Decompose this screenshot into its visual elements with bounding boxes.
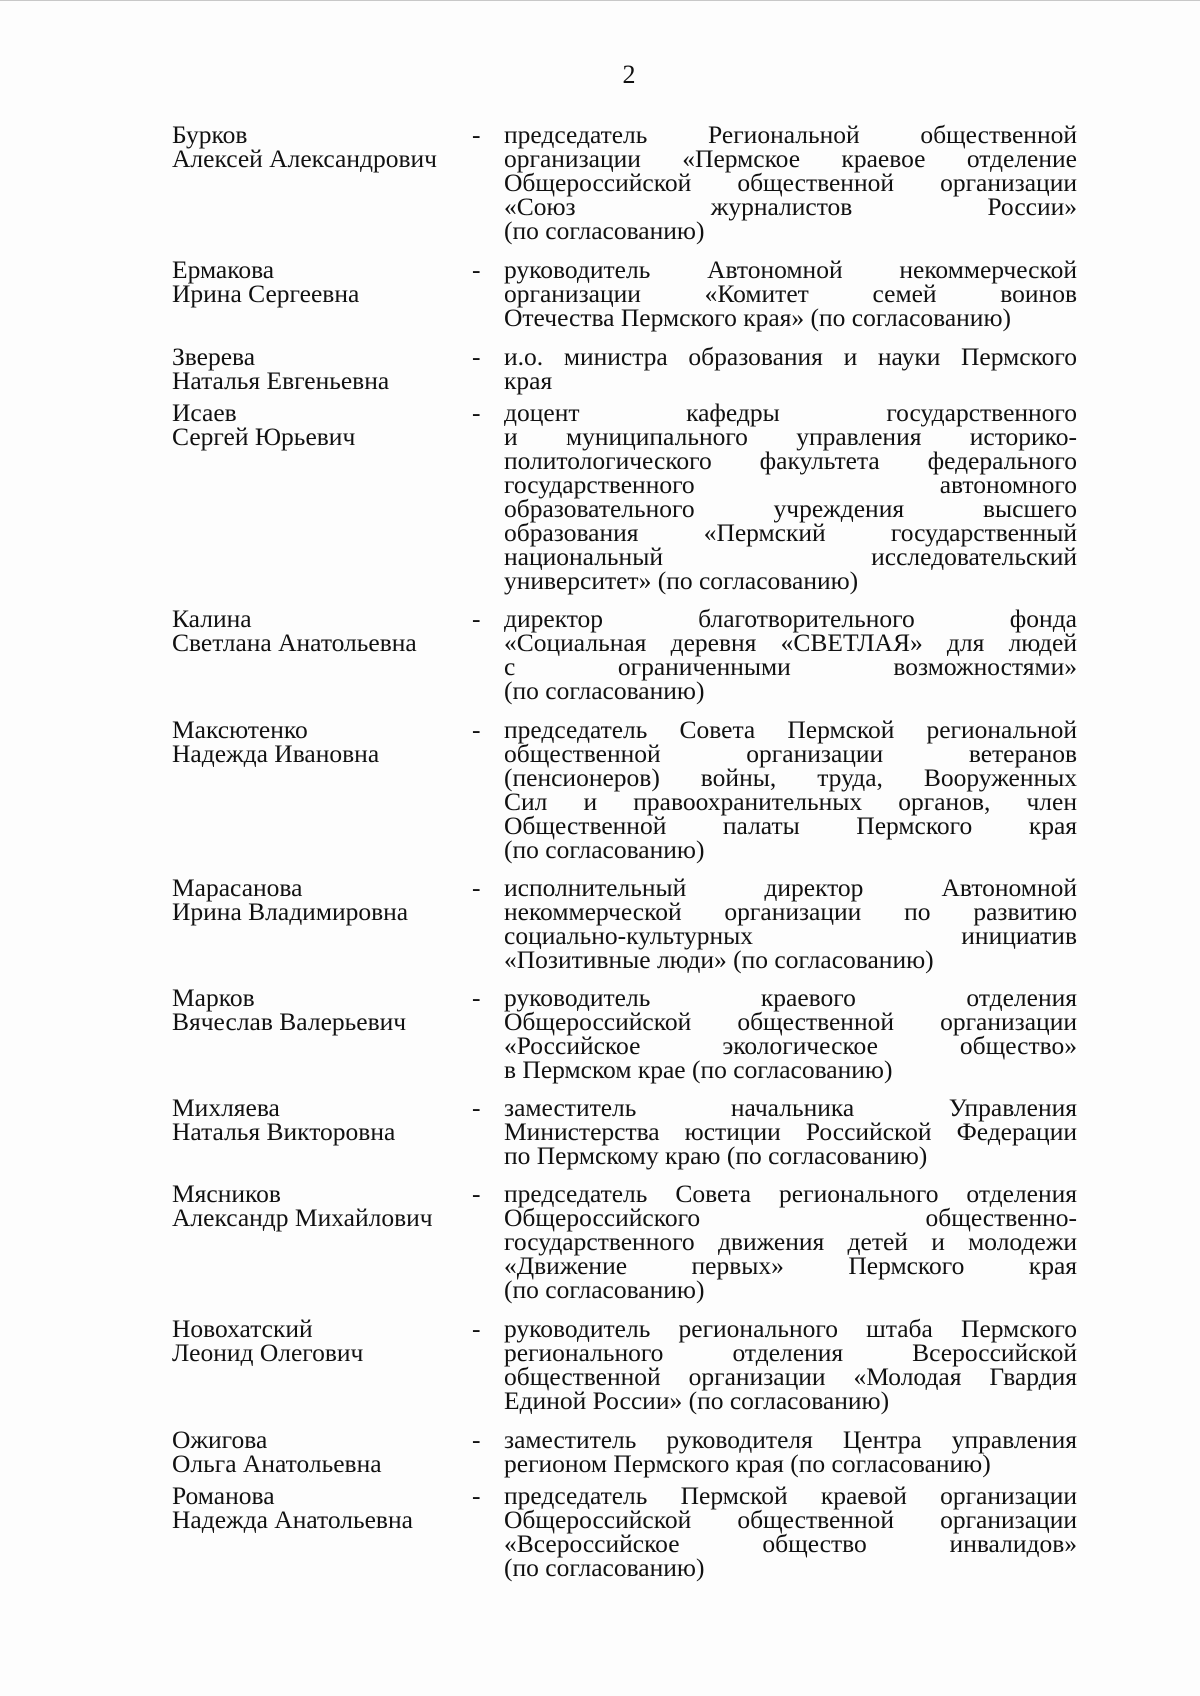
role-line: организации «Пермское краевое отделение [504, 144, 1077, 173]
member-given-names: Ирина Владимировна [172, 897, 409, 926]
member-surname: Новохатский [172, 1314, 313, 1343]
member-name [172, 398, 472, 451]
member-surname: Мясников [172, 1179, 281, 1208]
member-name [172, 1481, 472, 1534]
role-line: заместитель руководителя Центра управления [504, 1425, 1077, 1454]
member-name [172, 604, 472, 657]
member-name [172, 1179, 472, 1232]
role-line: по Пермскому краю (по согласованию) [504, 1141, 928, 1170]
dash-separator: - [472, 255, 481, 284]
member-role [504, 1179, 1077, 1304]
role-line: (по согласованию) [504, 216, 705, 245]
role-line: государственного движения детей и молодежи [504, 1227, 1077, 1256]
member-given-names: Светлана Анатольевна [172, 628, 417, 657]
member-given-names: Ирина Сергеевна [172, 279, 360, 308]
role-line: и муниципального управления историко- [504, 422, 1077, 451]
member-given-names: Наталья Викторовна [172, 1117, 396, 1146]
role-line: Общественной палаты Пермского края [504, 811, 1077, 840]
member-entry [172, 120, 1080, 245]
role-line: (по согласованию) [504, 676, 705, 705]
member-given-names: Алексей Александрович [172, 144, 437, 173]
role-line: Общероссийской общественной организации [504, 168, 1077, 197]
member-entry [172, 604, 1080, 705]
role-line: организации «Комитет семей воинов [504, 279, 1077, 308]
dash-separator: - [472, 120, 481, 149]
role-line: Общероссийской общественной организации [504, 1505, 1077, 1534]
role-line: руководитель регионального штаба Пермского [504, 1314, 1077, 1343]
role-line: председатель Пермской краевой организации [504, 1481, 1077, 1510]
member-name [172, 120, 472, 173]
member-role [504, 1481, 1077, 1582]
role-line: края [504, 366, 553, 395]
member-entry [172, 1179, 1080, 1304]
member-role [504, 604, 1077, 705]
member-surname: Исаев [172, 398, 237, 427]
member-entry [172, 1425, 1080, 1478]
member-entry [172, 983, 1080, 1084]
member-name [172, 1093, 472, 1146]
member-name [172, 983, 472, 1036]
role-line: в Пермском крае (по согласованию) [504, 1055, 893, 1084]
role-line: Сил и правоохранительных органов, член [504, 787, 1077, 816]
role-line: исполнительный директор Автономной [504, 873, 1077, 902]
role-line: Общероссийского общественно- [504, 1203, 1077, 1232]
role-line: Единой России» (по согласованию) [504, 1386, 890, 1415]
member-entry [172, 342, 1080, 395]
member-given-names: Сергей Юрьевич [172, 422, 356, 451]
dash-separator: - [472, 342, 481, 371]
role-line: государственного автономного [504, 470, 1077, 499]
member-name [172, 342, 472, 395]
role-line: университет» (по согласованию) [504, 566, 859, 595]
dash-separator: - [472, 1093, 481, 1122]
role-line: национальный исследовательский [504, 542, 1077, 571]
member-name [172, 255, 472, 308]
member-given-names: Леонид Олегович [172, 1338, 364, 1367]
dash-separator: - [472, 1481, 481, 1510]
member-role [504, 255, 1077, 332]
role-line: Министерства юстиции Российской Федерации [504, 1117, 1077, 1146]
member-role [504, 1093, 1077, 1170]
member-entry [172, 398, 1080, 595]
member-given-names: Вячеслав Валерьевич [172, 1007, 407, 1036]
role-line: Общероссийской общественной организации [504, 1007, 1077, 1036]
dash-separator: - [472, 1179, 481, 1208]
role-line: председатель Совета регионального отделения [504, 1179, 1077, 1208]
role-line: «Российское экологическое общество» [504, 1031, 1077, 1060]
role-line: (пенсионеров) войны, труда, Вооруженных [504, 763, 1077, 792]
role-line: и.о. министра образования и науки Пермского [504, 342, 1077, 371]
member-surname: Михляева [172, 1093, 280, 1122]
role-line: регионом Пермского края (по согласованию) [504, 1449, 991, 1478]
role-line: (по согласованию) [504, 1553, 705, 1582]
role-line: председатель Региональной общественной [504, 120, 1077, 149]
member-entry [172, 873, 1080, 974]
role-line: образования «Пермский государственный [504, 518, 1077, 547]
member-given-names: Наталья Евгеньевна [172, 366, 390, 395]
member-given-names: Надежда Ивановна [172, 739, 380, 768]
member-name [172, 1425, 472, 1478]
role-line: директор благотворительного фонда [504, 604, 1077, 633]
member-entry [172, 255, 1080, 332]
member-role [504, 983, 1077, 1084]
member-surname: Бурков [172, 120, 248, 149]
member-surname: Зверева [172, 342, 256, 371]
member-role [504, 715, 1077, 864]
role-line: председатель Совета Пермской региональной [504, 715, 1077, 744]
role-line: общественной организации ветеранов [504, 739, 1077, 768]
member-role [504, 1425, 1077, 1478]
member-role [504, 342, 1077, 395]
member-surname: Ожигова [172, 1425, 268, 1454]
dash-separator: - [472, 398, 481, 427]
role-line: руководитель краевого отделения [504, 983, 1077, 1012]
role-line: (по согласованию) [504, 1275, 705, 1304]
role-line: с ограниченными возможностями» [504, 652, 1077, 681]
member-role [504, 120, 1077, 245]
dash-separator: - [472, 1314, 481, 1343]
member-entry [172, 715, 1080, 864]
role-line: образовательного учреждения высшего [504, 494, 1077, 523]
member-entry [172, 1314, 1080, 1415]
member-surname: Романова [172, 1481, 275, 1510]
member-surname: Калина [172, 604, 252, 633]
member-role [504, 1314, 1077, 1415]
member-role [504, 398, 1077, 595]
dash-separator: - [472, 1425, 481, 1454]
role-line: политологического факультета федерального [504, 446, 1077, 475]
member-role [504, 873, 1077, 974]
page-number: 2 [622, 60, 636, 89]
role-line: «Всероссийское общество инвалидов» [504, 1529, 1077, 1558]
member-name [172, 1314, 472, 1367]
role-line: Отечества Пермского края» (по согласованию) [504, 303, 1011, 332]
member-given-names: Ольга Анатольевна [172, 1449, 382, 1478]
member-roster [172, 120, 1080, 1582]
dash-separator: - [472, 873, 481, 902]
dash-separator: - [472, 983, 481, 1012]
member-surname: Марков [172, 983, 255, 1012]
member-entry [172, 1093, 1080, 1170]
member-surname: Ермакова [172, 255, 275, 284]
role-line: социально-культурных инициатив [504, 921, 1077, 950]
role-line: заместитель начальника Управления [504, 1093, 1077, 1122]
role-line: руководитель Автономной некоммерческой [504, 255, 1077, 284]
role-line: «Социальная деревня «СВЕТЛАЯ» для людей [504, 628, 1077, 657]
role-line: регионального отделения Всероссийской [504, 1338, 1077, 1367]
member-given-names: Александр Михайлович [172, 1203, 433, 1232]
member-surname: Марасанова [172, 873, 303, 902]
role-line: «Позитивные люди» (по согласованию) [504, 945, 934, 974]
dash-separator: - [472, 715, 481, 744]
member-entry [172, 1481, 1080, 1582]
dash-separator: - [472, 604, 481, 633]
scan-edge-line [0, 0, 1200, 1]
role-line: (по согласованию) [504, 835, 705, 864]
member-name [172, 715, 472, 768]
role-line: некоммерческой организации по развитию [504, 897, 1077, 926]
role-line: доцент кафедры государственного [504, 398, 1077, 427]
member-given-names: Надежда Анатольевна [172, 1505, 413, 1534]
member-surname: Максютенко [172, 715, 308, 744]
role-line: «Движение первых» Пермского края [504, 1251, 1077, 1280]
role-line: общественной организации «Молодая Гвардия [504, 1362, 1077, 1391]
role-line: «Союз журналистов России» [504, 192, 1077, 221]
member-name [172, 873, 472, 926]
